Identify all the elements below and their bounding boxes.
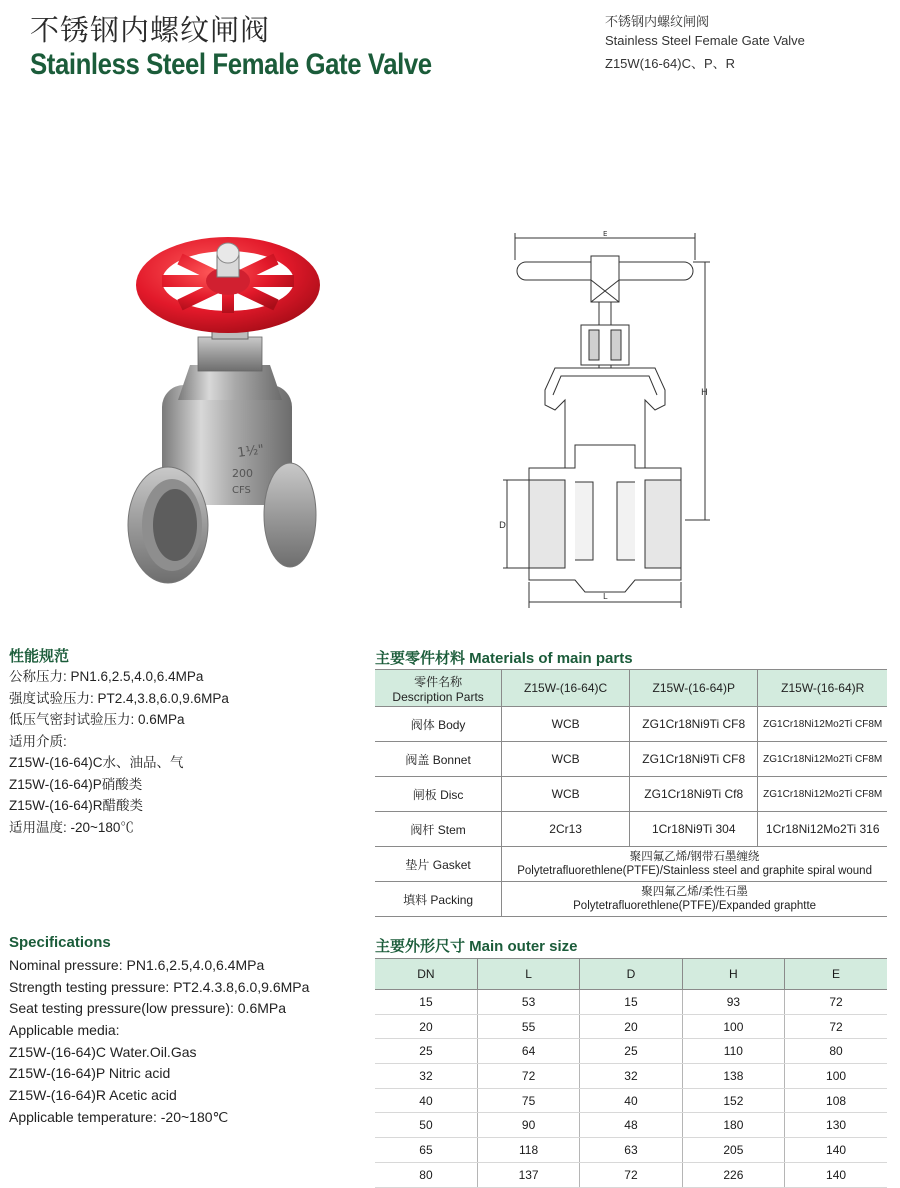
valve-marking-pressure: 200 xyxy=(232,467,253,480)
sizes-header-col: H xyxy=(682,959,784,990)
sizes-cell: 72 xyxy=(477,1064,579,1089)
sizes-row xyxy=(375,990,887,1015)
header-product-name-english: Stainless Steel Female Gate Valve xyxy=(605,33,805,48)
materials-row xyxy=(375,707,887,742)
sizes-header-col: L xyxy=(477,959,579,990)
materials-part: 阀杆 Stem xyxy=(375,812,502,847)
spec-line: Z15W-(16-64)P Nitric acid xyxy=(9,1065,171,1082)
spec-line: Seat testing pressure(low pressure): 0.6MPa xyxy=(9,1000,287,1017)
sizes-cell: 180 xyxy=(682,1113,784,1138)
valve-technical-drawing xyxy=(495,230,720,610)
sizes-cell: 15 xyxy=(580,990,682,1015)
sizes-cell: 108 xyxy=(785,1088,887,1113)
materials-row xyxy=(375,812,887,847)
sizes-cell: 100 xyxy=(682,1014,784,1039)
sizes-cell: 40 xyxy=(375,1088,477,1113)
sizes-cell: 72 xyxy=(580,1162,682,1187)
sizes-cell: 118 xyxy=(477,1138,579,1163)
specifications-heading: Specifications xyxy=(9,934,111,951)
valve-marking-brand: CFS xyxy=(232,485,251,496)
sizes-header-col: D xyxy=(580,959,682,990)
sizes-heading: 主要外形尺寸 Main outer size xyxy=(375,938,578,955)
sizes-cell: 152 xyxy=(682,1088,784,1113)
sizes-cell: 226 xyxy=(682,1162,784,1187)
sizes-row xyxy=(375,1088,887,1113)
materials-cell: 1Cr18Ni9Ti 304 xyxy=(630,812,758,847)
materials-table xyxy=(375,669,887,917)
materials-packing-en: Polytetrafluorethlene(PTFE)/Expanded graphtte xyxy=(573,900,817,912)
sizes-row xyxy=(375,1014,887,1039)
spec-line: Applicable temperature: -20~180℃ xyxy=(9,1108,229,1125)
spec-line: Applicable media: xyxy=(9,1022,120,1039)
sizes-cell: 20 xyxy=(375,1014,477,1039)
sizes-cell: 50 xyxy=(375,1113,477,1138)
sizes-row xyxy=(375,1064,887,1089)
spec-line: Z15W-(16-64)C Water.Oil.Gas xyxy=(9,1043,197,1060)
sizes-cell: 63 xyxy=(580,1138,682,1163)
sizes-row xyxy=(375,1113,887,1138)
materials-cell: ZG1Cr18Ni9Ti CF8 xyxy=(630,742,758,777)
header-product-name-chinese: 不锈钢内螺纹闸阀 xyxy=(605,14,710,29)
sizes-cell: 40 xyxy=(580,1088,682,1113)
perf-heading-chinese: 性能规范 xyxy=(9,648,70,665)
materials-cell: WCB xyxy=(502,742,630,777)
materials-header-col: Z15W-(16-64)C xyxy=(502,670,630,707)
sizes-cell: 20 xyxy=(580,1014,682,1039)
perf-line: 强度试验压力: PT2.4,3.8,6.0,9.6MPa xyxy=(9,690,229,706)
sizes-cell: 100 xyxy=(785,1064,887,1089)
valve-marking-size: 1½" xyxy=(236,442,266,461)
sizes-cell: 48 xyxy=(580,1113,682,1138)
materials-part: 填料 Packing xyxy=(375,882,502,917)
materials-cell: ZG1Cr18Ni12Mo2Ti CF8M xyxy=(758,707,887,742)
materials-gasket-cn: 聚四氟乙烯/钢带石墨缠绕 xyxy=(629,851,760,863)
sizes-cell: 25 xyxy=(375,1039,477,1064)
materials-part: 闸板 Disc xyxy=(375,777,502,812)
sizes-cell: 25 xyxy=(580,1039,682,1064)
sizes-cell: 140 xyxy=(785,1138,887,1163)
spec-line: Nominal pressure: PN1.6,2.5,4.0,6.4MPa xyxy=(9,957,265,973)
dimension-label-d: D xyxy=(499,521,506,531)
materials-heading: 主要零件材料 Materials of main parts xyxy=(375,650,633,667)
materials-cell: WCB xyxy=(502,707,630,742)
materials-cell: WCB xyxy=(502,777,630,812)
materials-row-packing xyxy=(375,882,887,917)
materials-packing-cell xyxy=(502,882,887,917)
dimension-label-e: E xyxy=(603,230,608,238)
materials-part: 垫片 Gasket xyxy=(375,847,502,882)
sizes-table xyxy=(375,958,887,1188)
sizes-header-row xyxy=(375,959,887,990)
sizes-cell: 65 xyxy=(375,1138,477,1163)
materials-part: 阀体 Body xyxy=(375,707,502,742)
sizes-cell: 72 xyxy=(785,1014,887,1039)
materials-header-part-en: Description Parts xyxy=(392,689,484,704)
spec-line: Strength testing pressure: PT2.4.3.8,6.0,9.6MPa xyxy=(9,978,310,995)
dimension-label-h: H xyxy=(701,388,708,398)
materials-row xyxy=(375,777,887,812)
materials-header-part-cn: 零件名称 xyxy=(414,674,463,689)
perf-line: Z15W-(16-64)R醋酸类 xyxy=(9,798,144,813)
sizes-row xyxy=(375,1039,887,1064)
materials-header-col: Z15W-(16-64)P xyxy=(630,670,758,707)
materials-cell: 2Cr13 xyxy=(502,812,630,847)
valve-product-photo xyxy=(120,225,330,585)
sizes-cell: 130 xyxy=(785,1113,887,1138)
sizes-row xyxy=(375,1162,887,1187)
materials-cell: ZG1Cr18Ni9Ti CF8 xyxy=(630,707,758,742)
sizes-cell: 90 xyxy=(477,1113,579,1138)
materials-row-gasket xyxy=(375,847,887,882)
spec-line: Z15W-(16-64)R Acetic acid xyxy=(9,1087,177,1104)
materials-cell: 1Cr18Ni12Mo2Ti 316 xyxy=(758,812,887,847)
perf-line: 公称压力: PN1.6,2.5,4.0,6.4MPa xyxy=(9,669,204,684)
sizes-cell: 53 xyxy=(477,990,579,1015)
materials-cell: ZG1Cr18Ni12Mo2Ti CF8M xyxy=(758,777,887,812)
perf-line: 适用介质: xyxy=(9,733,67,749)
sizes-cell: 93 xyxy=(682,990,784,1015)
materials-row xyxy=(375,742,887,777)
sizes-cell: 55 xyxy=(477,1014,579,1039)
sizes-header-col: E xyxy=(785,959,887,990)
materials-header-part xyxy=(375,670,502,707)
header-model-number: Z15W(16-64)C、P、R xyxy=(605,56,736,71)
sizes-cell: 138 xyxy=(682,1064,784,1089)
sizes-cell: 80 xyxy=(375,1162,477,1187)
materials-gasket-en: Polytetrafluorethlene(PTFE)/Stainless steel and graphite spiral wound xyxy=(517,865,872,877)
sizes-cell: 72 xyxy=(785,990,887,1015)
materials-gasket-cell xyxy=(502,847,887,882)
perf-line: 低压气密封试验压力: 0.6MPa xyxy=(9,712,185,727)
materials-header-col: Z15W-(16-64)R xyxy=(758,670,887,707)
sizes-row xyxy=(375,1138,887,1163)
perf-line: Z15W-(16-64)C水、油品、气 xyxy=(9,755,184,770)
sizes-cell: 75 xyxy=(477,1088,579,1113)
sizes-cell: 110 xyxy=(682,1039,784,1064)
sizes-cell: 137 xyxy=(477,1162,579,1187)
sizes-cell: 140 xyxy=(785,1162,887,1187)
sizes-cell: 64 xyxy=(477,1039,579,1064)
materials-packing-cn: 聚四氟乙烯/柔性石墨 xyxy=(641,886,748,898)
page-title-english: Stainless Steel Female Gate Valve xyxy=(30,48,432,81)
dimension-label-l: L xyxy=(603,592,608,601)
specifications-list xyxy=(9,955,309,1129)
materials-header-row xyxy=(375,670,887,707)
sizes-cell: 80 xyxy=(785,1039,887,1064)
materials-part: 阀盖 Bonnet xyxy=(375,742,502,777)
perf-list-chinese xyxy=(9,666,229,838)
sizes-cell: 32 xyxy=(580,1064,682,1089)
materials-cell: ZG1Cr18Ni9Ti Cf8 xyxy=(630,777,758,812)
materials-cell: ZG1Cr18Ni12Mo2Ti CF8M xyxy=(758,742,887,777)
perf-line: Z15W-(16-64)P硝酸类 xyxy=(9,776,143,792)
sizes-cell: 32 xyxy=(375,1064,477,1089)
page-title-chinese: 不锈钢内螺纹闸阀 xyxy=(30,13,271,47)
sizes-cell: 15 xyxy=(375,990,477,1015)
perf-line: 适用温度: -20~180℃ xyxy=(9,819,134,835)
sizes-header-col: DN xyxy=(375,959,477,990)
sizes-cell: 205 xyxy=(682,1138,784,1163)
